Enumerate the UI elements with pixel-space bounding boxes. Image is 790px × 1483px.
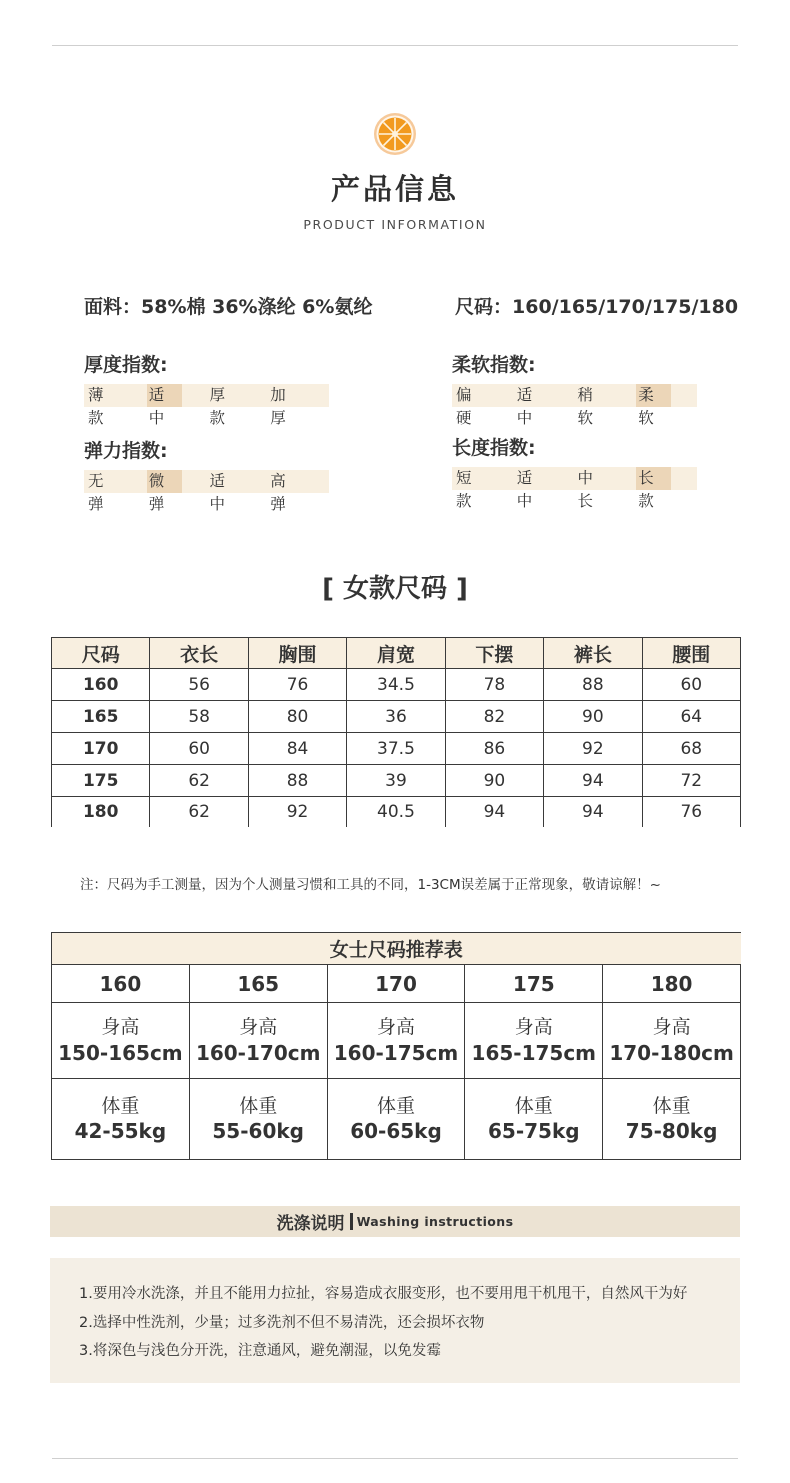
page-subtitle: PRODUCT INFORMATION	[303, 217, 487, 232]
washing-title-bar	[50, 1206, 740, 1237]
table-cell: 80	[248, 701, 346, 733]
thickness-index	[84, 351, 329, 427]
weight-label: 体重	[239, 1094, 278, 1117]
size-chart-heading: [ 女款尺码 ]	[322, 574, 468, 604]
index-option: 适中	[516, 386, 533, 427]
weight-label: 体重	[652, 1094, 691, 1117]
weight-value: 75-80kg	[625, 1119, 718, 1144]
index-label: 柔软指数:	[452, 354, 536, 376]
index-option: 适中	[209, 472, 226, 513]
fabric-spec: 面料：58%棉 36%涤纶 6%氨纶	[84, 296, 373, 318]
size-chart-table	[51, 637, 741, 827]
table-cell: 39	[347, 765, 445, 797]
washing-title: 洗涤说明	[276, 1214, 345, 1234]
bottom-divider	[52, 1458, 738, 1459]
table-cell: 58	[150, 701, 248, 733]
weight-cell	[603, 1079, 741, 1160]
height-cell	[189, 1003, 327, 1079]
column-header: 腰围	[642, 638, 740, 669]
table-cell: 170	[52, 733, 150, 765]
washing-instructions	[50, 1258, 740, 1383]
size-cell: 175	[465, 965, 603, 1003]
height-value: 150-165cm	[58, 1040, 183, 1065]
column-header: 下摆	[445, 638, 543, 669]
height-label: 身高	[514, 1016, 553, 1039]
index-option: 中长	[577, 469, 594, 510]
table-row	[52, 669, 741, 701]
weight-label: 体重	[376, 1094, 415, 1117]
height-cell	[52, 1003, 190, 1079]
table-cell: 90	[445, 765, 543, 797]
table-row	[52, 765, 741, 797]
height-cell	[465, 1003, 603, 1079]
index-option-selected: 适中	[147, 384, 182, 407]
length-index	[452, 434, 697, 510]
table-cell: 165	[52, 701, 150, 733]
weight-cell	[465, 1079, 603, 1160]
index-scale	[452, 467, 697, 510]
orange-slice-icon	[373, 112, 417, 156]
height-value: 165-175cm	[471, 1040, 597, 1065]
index-scale	[84, 384, 329, 427]
height-cell	[327, 1003, 465, 1079]
table-cell: 76	[248, 669, 346, 701]
index-option: 加厚	[270, 386, 286, 427]
weight-label: 体重	[101, 1094, 140, 1117]
table-cell: 180	[52, 797, 150, 827]
instruction-item: 3.将深色与浅色分开洗，注意通风，避免潮湿，以免发霉	[79, 1343, 441, 1359]
weight-label: 体重	[514, 1094, 553, 1117]
height-label: 身高	[239, 1016, 278, 1039]
table-cell: 60	[642, 669, 740, 701]
measurement-note: 注：尺码为手工测量，因为个人测量习惯和工具的不同，1-3CM误差属于正常现象，敬请谅解！~	[80, 877, 661, 893]
table-header-row	[52, 638, 741, 669]
index-option-selected: 微弹	[147, 470, 182, 493]
table-cell: 76	[642, 797, 740, 827]
height-value: 170-180cm	[609, 1040, 734, 1065]
size-recommend-table	[51, 932, 741, 1160]
height-value: 160-175cm	[333, 1040, 459, 1065]
column-header: 肩宽	[347, 638, 445, 669]
table-cell: 88	[248, 765, 346, 797]
table-cell: 92	[544, 733, 642, 765]
size-cell: 170	[327, 965, 465, 1003]
table-cell: 37.5	[347, 733, 445, 765]
size-cell: 165	[189, 965, 327, 1003]
weight-cell	[189, 1079, 327, 1160]
table-cell: 72	[642, 765, 740, 797]
weight-value: 60-65kg	[350, 1119, 442, 1144]
page-title: 产品信息	[330, 172, 459, 206]
table-cell: 40.5	[347, 797, 445, 827]
table-cell: 82	[445, 701, 543, 733]
table-cell: 36	[347, 701, 445, 733]
size-cell: 160	[52, 965, 190, 1003]
index-label: 长度指数:	[452, 437, 536, 459]
table-cell: 62	[150, 765, 248, 797]
table-row	[52, 1003, 741, 1079]
index-option: 稍软	[577, 386, 594, 427]
table-cell: 62	[150, 797, 248, 827]
index-option-selected: 长款	[636, 467, 671, 490]
height-cell	[603, 1003, 741, 1079]
table-row	[52, 733, 741, 765]
index-option: 高弹	[270, 472, 286, 513]
size-spec: 尺码：160/165/170/175/180	[455, 296, 739, 318]
table-cell: 64	[642, 701, 740, 733]
softness-index	[452, 351, 697, 427]
table-caption-row	[52, 933, 741, 965]
index-option: 适中	[516, 469, 533, 510]
instruction-item: 2.选择中性洗剂，少量；过多洗剂不但不易清洗，还会损坏衣物	[79, 1314, 485, 1331]
height-label: 身高	[376, 1016, 415, 1039]
index-scale	[452, 384, 697, 427]
weight-value: 42-55kg	[74, 1119, 167, 1144]
table-cell: 90	[544, 701, 642, 733]
table-caption: 女士尺码推荐表	[52, 933, 741, 965]
index-scale	[84, 470, 329, 513]
table-row	[52, 965, 741, 1003]
table-cell: 68	[642, 733, 740, 765]
index-option: 厚款	[209, 386, 226, 427]
table-cell: 34.5	[347, 669, 445, 701]
column-header: 裤长	[544, 638, 642, 669]
weight-value: 55-60kg	[212, 1119, 304, 1144]
table-cell: 94	[544, 765, 642, 797]
table-row	[52, 1079, 741, 1160]
table-cell: 160	[52, 669, 150, 701]
table-cell: 94	[445, 797, 543, 827]
table-cell: 92	[248, 797, 346, 827]
table-cell: 78	[445, 669, 543, 701]
top-divider	[52, 45, 738, 46]
index-option: 无弹	[88, 472, 104, 513]
height-label: 身高	[652, 1016, 691, 1039]
elasticity-index	[84, 437, 329, 513]
table-row	[52, 797, 741, 827]
height-label: 身高	[101, 1016, 140, 1039]
weight-cell	[327, 1079, 465, 1160]
table-cell: 84	[248, 733, 346, 765]
title-separator	[350, 1213, 353, 1230]
column-header: 尺码	[52, 638, 150, 669]
index-option-selected: 柔软	[636, 384, 671, 407]
index-option: 短款	[456, 469, 472, 510]
instruction-item: 1.要用冷水洗涤，并且不能用力拉扯，容易造成衣服变形，也不要用甩干机甩干，自然风干为好	[79, 1286, 688, 1302]
table-cell: 175	[52, 765, 150, 797]
index-option: 薄款	[88, 386, 104, 427]
index-label: 厚度指数:	[84, 354, 168, 376]
table-cell: 56	[150, 669, 248, 701]
index-option: 偏硬	[456, 386, 472, 427]
table-cell: 94	[544, 797, 642, 827]
size-cell: 180	[603, 965, 741, 1003]
table-cell: 86	[445, 733, 543, 765]
table-cell: 88	[544, 669, 642, 701]
table-cell: 60	[150, 733, 248, 765]
column-header: 衣长	[150, 638, 248, 669]
weight-value: 65-75kg	[487, 1119, 580, 1144]
weight-cell	[52, 1079, 190, 1160]
index-label: 弹力指数:	[84, 440, 168, 462]
column-header: 胸围	[248, 638, 346, 669]
height-value: 160-170cm	[195, 1040, 321, 1065]
washing-title-en: Washing instructions	[356, 1214, 514, 1229]
table-row	[52, 701, 741, 733]
